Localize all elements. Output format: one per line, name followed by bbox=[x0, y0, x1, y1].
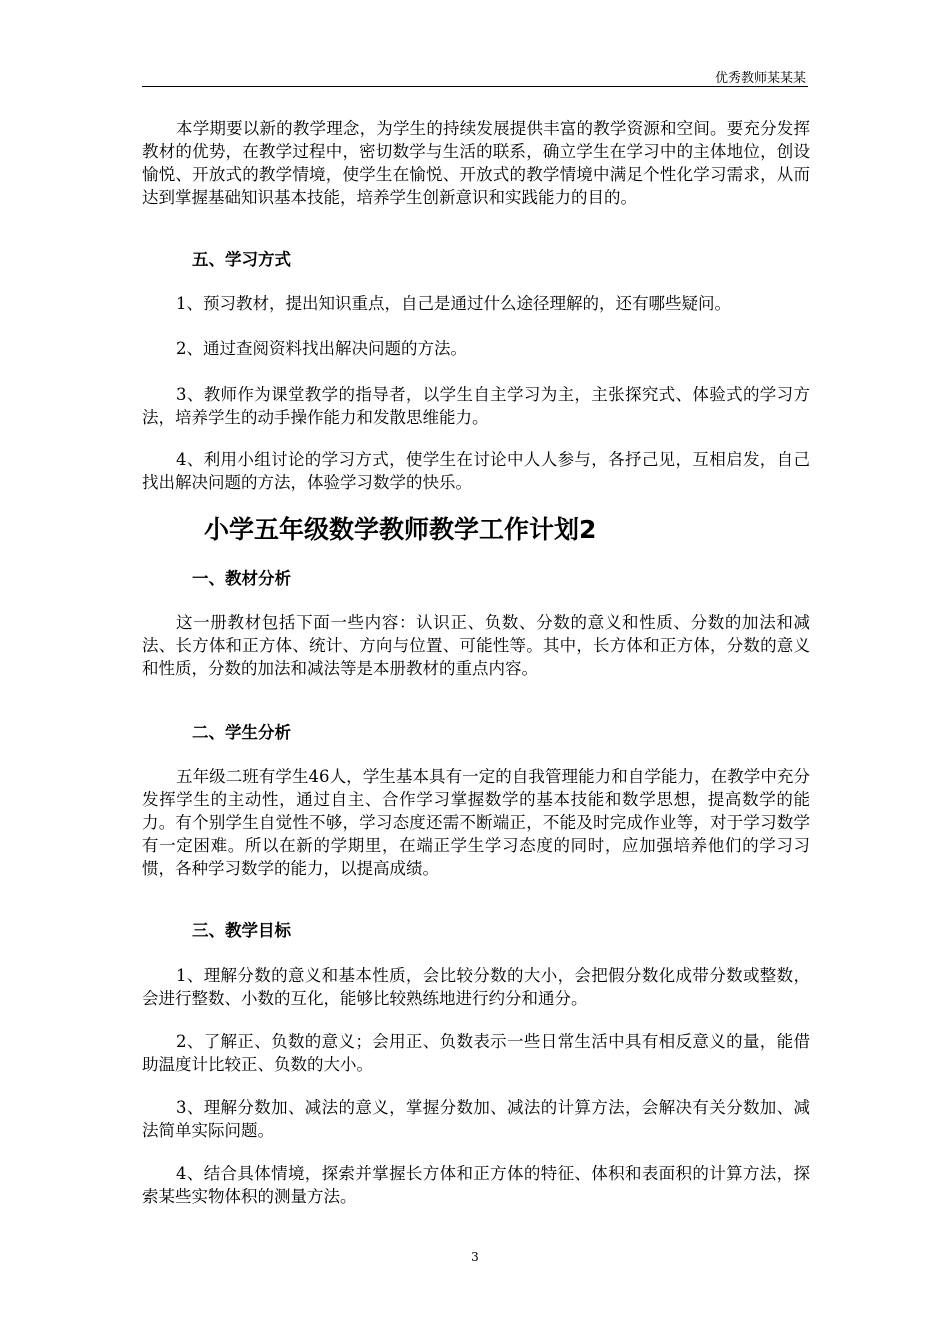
part3-heading: 三、教学目标 bbox=[192, 921, 291, 940]
part3-item: 4、结合具体情境，探索并掌握长方体和正方体的特征、体积和表面积的计算方法，探索某些实物体积的测量方法。 bbox=[142, 1164, 810, 1206]
part3-item-3-block bbox=[142, 1096, 810, 1142]
part1-paragraph: 这一册教材包括下面一些内容：认识正、负数、分数的意义和性质、分数的加法和减法、长方体和正方体、统计、方向与位置、可能性等。其中，长方体和正方体，分数的意义和性质，分数的加法和减法等是本册教材的重点内容。 bbox=[142, 613, 810, 678]
page-number: 3 bbox=[471, 1250, 479, 1264]
section5-item: 1、预习教材，提出知识重点，自己是通过什么途径理解的，还有哪些疑问。 bbox=[176, 294, 731, 313]
section5-item-4-block bbox=[142, 448, 810, 494]
part3-heading-block bbox=[142, 919, 810, 942]
part2-paragraph: 五年级二班有学生46人，学生基本具有一定的自我管理能力和自学能力，在教学中充分发挥学生的主动性，通过自主、合作学习掌握数学的基本技能和数学思想，提高数学的能力。有个别学生自觉性不够，学习态度还需不断端正，不能及时完成作业等，对于学习数学有一定困难。所以在新的学期里，在端正学生学习态度的同时，应加强培养他们的学习习惯，各种学习数学的能力，以提高成绩。 bbox=[142, 767, 810, 878]
header-rule bbox=[142, 86, 808, 87]
part2-heading-block bbox=[142, 721, 810, 744]
part1-heading: 一、教材分析 bbox=[192, 569, 291, 588]
part3-item-4-block bbox=[142, 1162, 810, 1208]
part3-item-1-block bbox=[142, 964, 810, 1010]
section5-item: 2、通过查阅资料找出解决问题的方法。 bbox=[176, 339, 467, 358]
part1-paragraph-block bbox=[142, 611, 810, 680]
section5-heading-block bbox=[142, 248, 810, 271]
section5-item: 3、教师作为课堂教学的指导者，以学生自主学习为主，主张探究式、体验式的学习方法，培养学生的动手操作能力和发散思维能力。 bbox=[142, 385, 810, 427]
part3-item-2-block bbox=[142, 1030, 810, 1076]
part2-heading: 二、学生分析 bbox=[192, 723, 291, 742]
section5-heading: 五、学习方式 bbox=[192, 250, 291, 269]
section5-item-3-block bbox=[142, 383, 810, 429]
document-title: 小学五年级数学教师教学工作计划2 bbox=[204, 515, 597, 544]
section5-item-1-block bbox=[142, 292, 810, 315]
part1-heading-block bbox=[142, 567, 810, 590]
intro-block bbox=[142, 117, 810, 209]
section5-item: 4、利用小组讨论的学习方式，使学生在讨论中人人参与，各抒己见，互相启发，自己找出解决问题的方法，体验学习数学的快乐。 bbox=[142, 450, 810, 492]
intro-paragraph: 本学期要以新的教学理念，为学生的持续发展提供丰富的教学资源和空间。要充分发挥教材的优势，在教学过程中，密切数学与生活的联系，确立学生在学习中的主体地位，创设愉悦、开放式的教学情境，使学生在愉悦、开放式的教学情境中满足个性化学习需求，从而达到掌握基础知识基本技能，培养学生创新意识和实践能力的目的。 bbox=[142, 119, 810, 207]
page-header-text: 优秀教师某某某 bbox=[714, 71, 806, 86]
part3-item: 2、了解正、负数的意义；会用正、负数表示一些日常生活中具有相反意义的量，能借助温度计比较正、负数的大小。 bbox=[142, 1032, 810, 1074]
part3-item: 3、理解分数加、减法的意义，掌握分数加、减法的计算方法，会解决有关分数加、减法简单实际问题。 bbox=[142, 1098, 810, 1140]
part2-paragraph-block bbox=[142, 765, 810, 880]
section5-item-2-block bbox=[142, 337, 810, 360]
part3-item: 1、理解分数的意义和基本性质，会比较分数的大小，会把假分数化成带分数或整数，会进行整数、小数的互化，能够比较熟练地进行约分和通分。 bbox=[142, 966, 810, 1008]
